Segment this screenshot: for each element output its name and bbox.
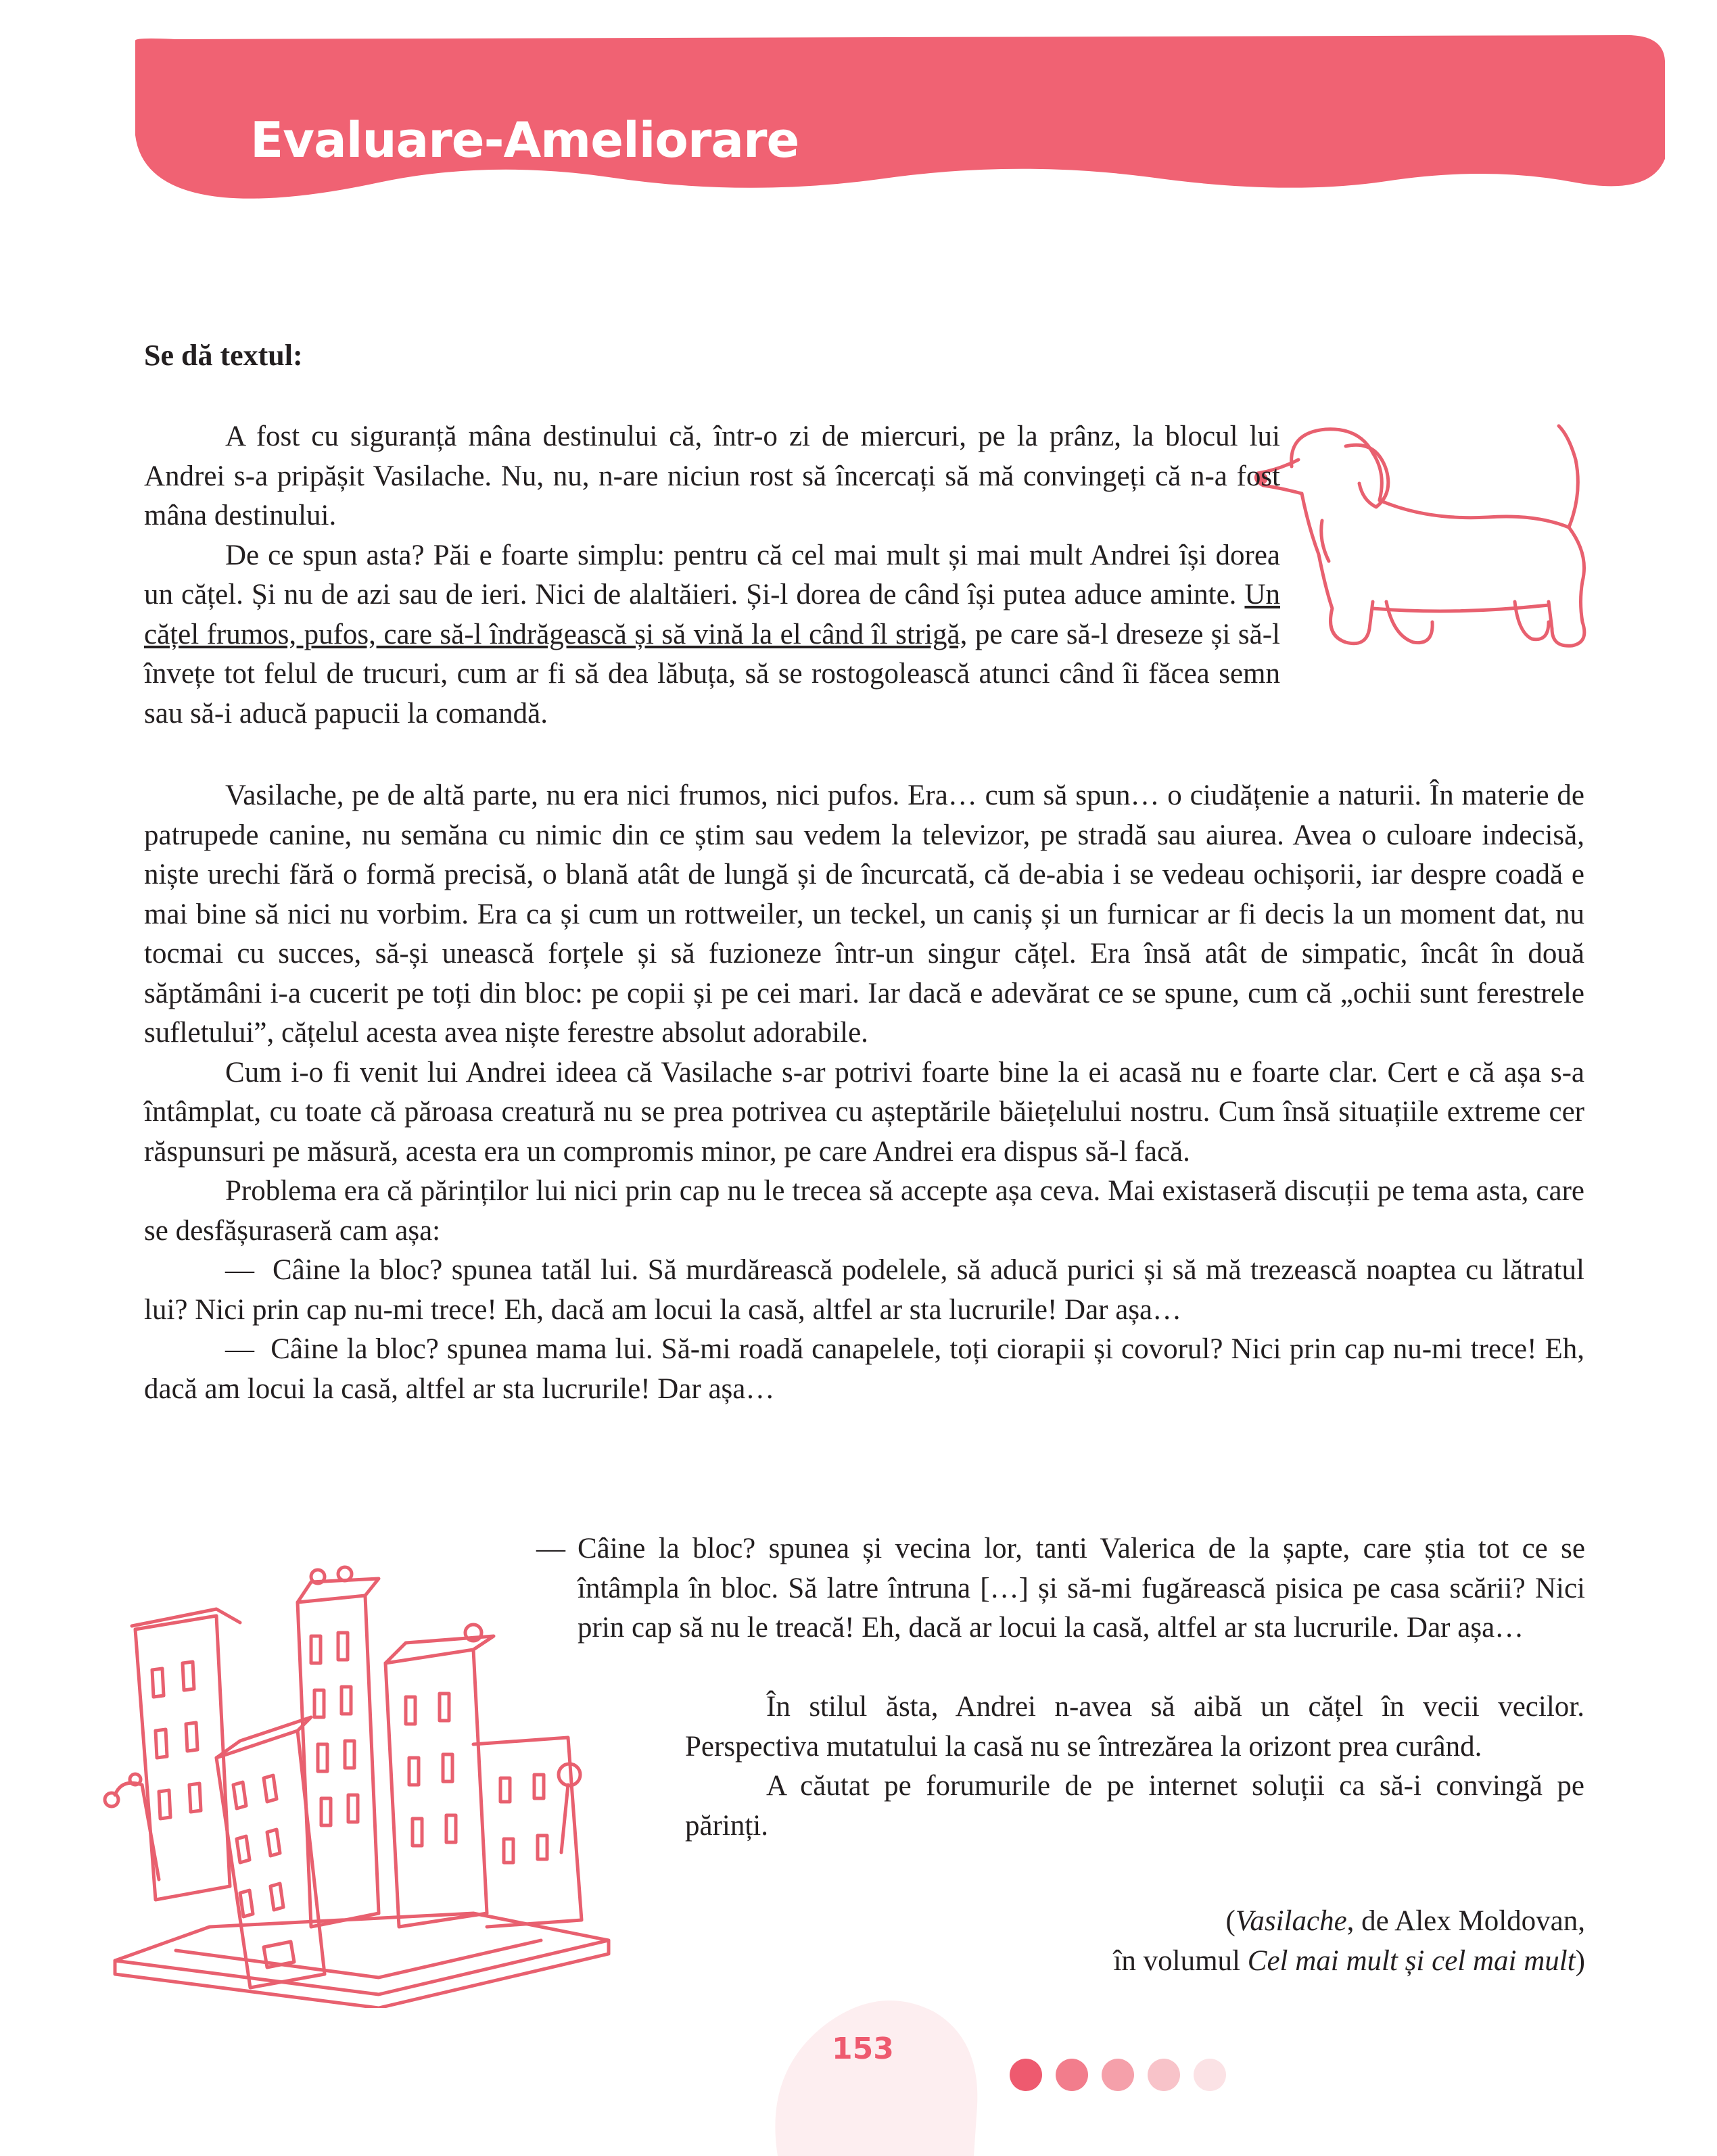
paragraph: De ce spun asta? Păi e foarte simplu: pentru că cel mai mult și mai mult Andrei își dorea un cățel. Și nu de azi sau de ieri. Nici de alaltăieri. Și-l dorea de când își putea aduce aminte. Un cățel frumos, pufos, care să-l îndrăgească și să vină la el când îl strigă, pe care să-l dreseze și să-l învețe tot felul de trucuri, cum ar fi să dea lăbuța, să se rostogolească atunci când îi făcea semn sau să-i aducă papucii la comandă.: [144, 539, 1280, 729]
text-block-middle: [144, 776, 1584, 1409]
buildings-icon: [95, 1562, 676, 2008]
paragraph: În stilul ăsta, Andrei n-avea să aibă un cățel în vecii vecilor. Perspectiva mutatului la casă nu se întrezărea la orizont prea curând.: [685, 1691, 1584, 1763]
progress-dot: [1194, 2059, 1226, 2091]
progress-dot: [1102, 2059, 1134, 2091]
dialogue-line: — Câine la bloc? spunea tatăl lui. Să murdărească podelele, să aducă purici și să mă trezească noaptea cu lătratul lui? Nici prin cap nu-mi trece! Eh, dacă am locui la casă, altfel ar sta lucrurile! Dar așa…: [144, 1254, 1585, 1326]
paragraph: Cum i-o fi venit lui Andrei ideea că Vasilache s-ar potrivi foarte bine la ei acasă nu e foarte clar. Cert e că așa s-a întâmplat, cu toate că păroasa creatură nu se prea potrivea cu așteptările băiețelului nostru. Cum însă situațiile extreme cer răspunsuri pe măsură, acesta era un compromis minor, pe care Andrei era dispus să-l facă.: [144, 1056, 1584, 1168]
page-number-blob: [764, 1984, 981, 2156]
text-block-dialogue3: [530, 1529, 1585, 1648]
paragraph: Vasilache, pe de altă parte, nu era nici frumos, nici pufos. Era… cum să spun… o ciudățenie a naturii. În materie de patrupede canine, nu semăna cu nimic din ce știm sau vedem la televizor, pe stradă sau aiurea. Avea o culoare indecisă, niște urechi fără o formă precisă, o blană atât de lungă și de încurcată, că de-abia i se vedeau ochișorii, iar despre coadă e mai bine să nici nu vorbim. Era ca și cum un rottweiler, un teckel, un caniș și un furnicar ar fi decis la un moment dat, nu tocmai cu succes, să-și unească forțele și să fuzioneze într-un singur cățel. Era însă atât de simpatic, încât în două săptămâni i-a cucerit pe toți din bloc: pe copii și pe cei mari. Iar dacă e adevărat ce se spune, cum că „ochii sunt ferestrele sufletului”, cățelul acesta avea niște ferestre absolut adorabile.: [144, 780, 1584, 1049]
page-title: Evaluare-Ameliorare: [250, 112, 799, 168]
text-block-top: [144, 417, 1280, 734]
paragraph: Problema era că părinților lui nici prin cap nu le trecea să accepte așa ceva. Mai existaseră discuții pe tema asta, care se desfășuraseră cam așa:: [144, 1175, 1584, 1247]
lead-text: Se dă textul:: [144, 339, 303, 372]
underlined-phrase: Un cățel frumos, pufos, care să-l îndrăgească și să vină la el când îl strigă,: [144, 579, 1280, 650]
dialogue-line: — Câine la bloc? spunea mama lui. Să-mi roadă canapelele, toți ciorapii și covorul? Nici prin cap nu-mi trece! Eh, dacă am locui la casă, altfel ar sta lucrurile! Dar așa…: [144, 1333, 1585, 1405]
progress-dot: [1056, 2059, 1088, 2091]
progress-dots: [1010, 2059, 1226, 2091]
dialogue-line: — Câine la bloc? spunea și vecina lor, tanti Valerica de la șapte, care știa tot ce se întâmpla în bloc. Să latre întruna […] și să-mi fugărească pisica pe casa scării? Nici prin cap să nu le treacă! Eh, dacă ar locui la casă, altfel ar sta lucrurile. Dar așa…: [536, 1533, 1585, 1644]
dog-icon: [1251, 419, 1616, 669]
progress-dot: [1148, 2059, 1180, 2091]
text-block-bottom: [685, 1687, 1584, 1846]
progress-dot: [1010, 2059, 1042, 2091]
source-citation: (Vasilache, de Alex Moldovan, în volumul Cel mai mult și cel mai mult): [1113, 1905, 1585, 1977]
page-number: 153: [832, 2032, 894, 2066]
paragraph: A căutat pe forumurile de pe internet soluții ca să-i convingă pe părinți.: [685, 1770, 1584, 1842]
paragraph: A fost cu siguranță mâna destinului că, într-o zi de miercuri, pe la prânz, la blocul lui Andrei s-a pripășit Vasilache. Nu, nu, n-are niciun rost să încercați să mă convingeți că n-a fost mâna destinului.: [144, 421, 1280, 531]
